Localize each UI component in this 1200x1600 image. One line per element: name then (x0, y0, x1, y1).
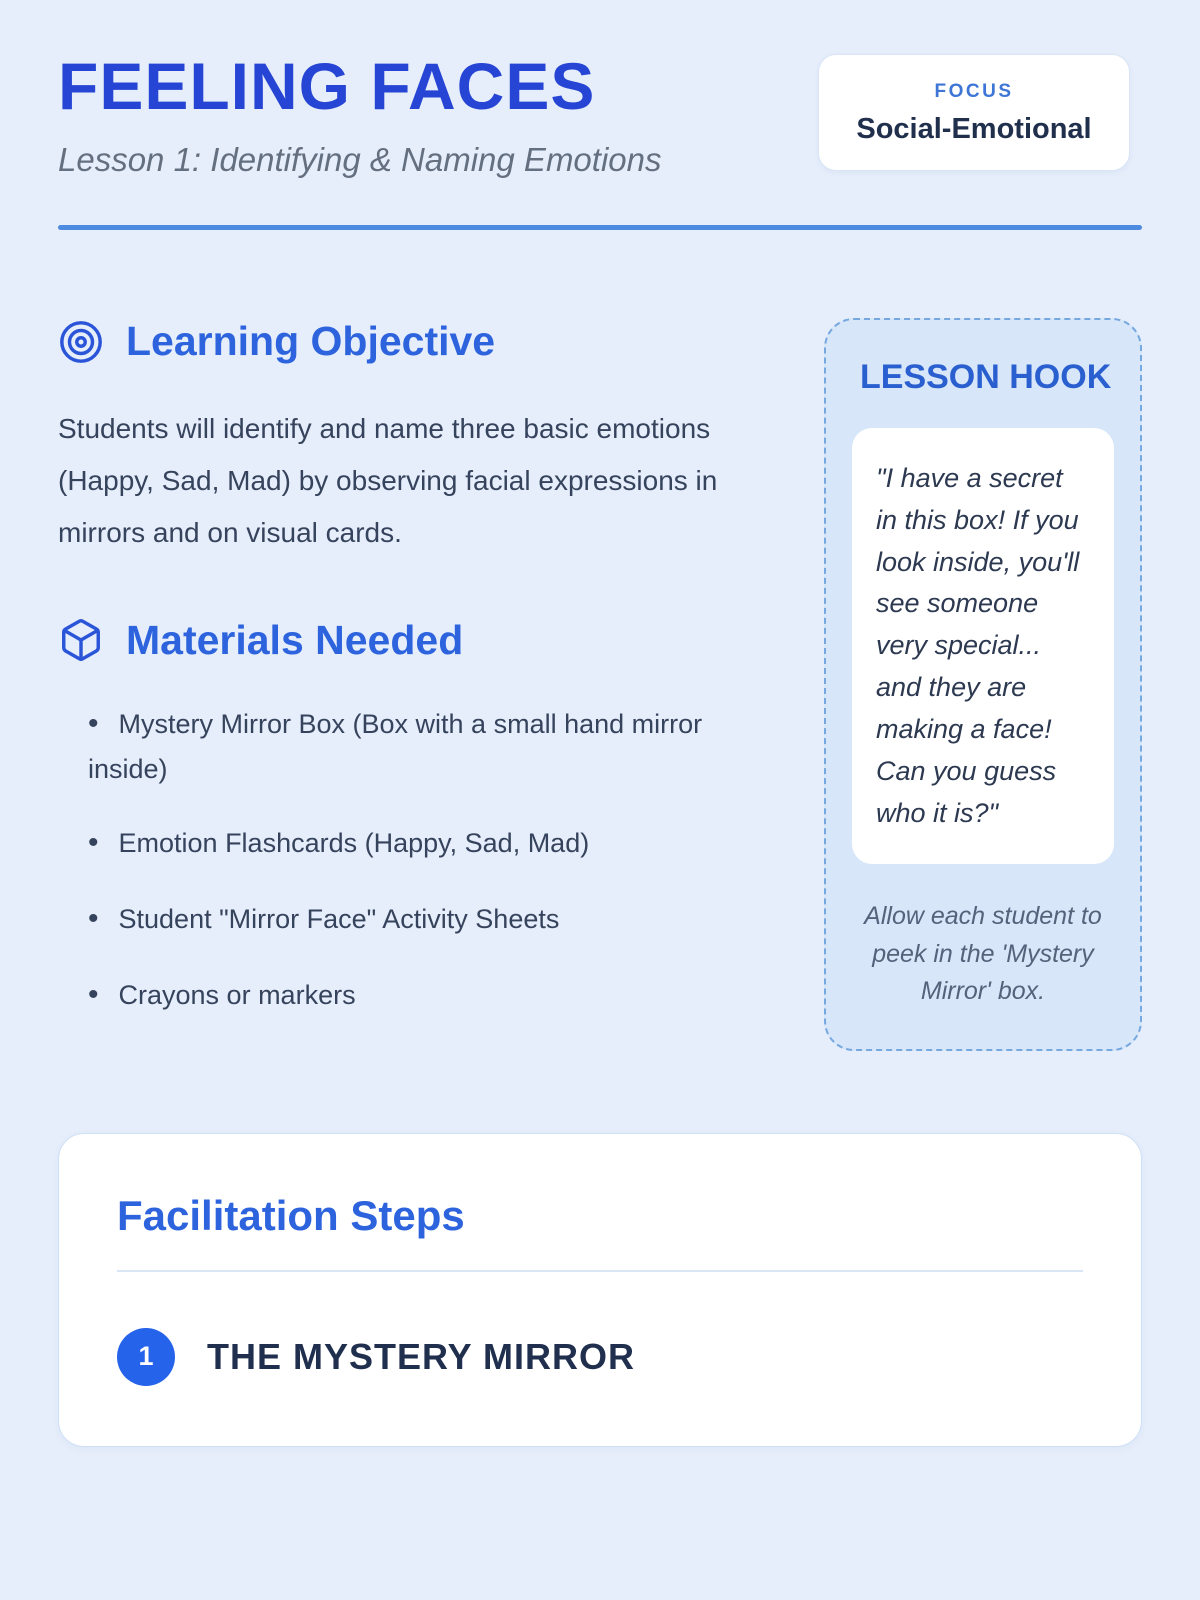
list-item: • Emotion Flashcards (Happy, Sad, Mad) (88, 819, 718, 867)
main-content (58, 318, 1142, 1051)
lesson-hook-note: Allow each student to peek in the 'Mystery Mirror' box. (864, 902, 1102, 1006)
list-item: • Student "Mirror Face" Activity Sheets (88, 895, 718, 943)
page-subtitle: Lesson 1: Identifying & Naming Emotions (58, 141, 662, 179)
learning-objective-heading (58, 318, 774, 365)
lesson-hook-card (824, 318, 1142, 1051)
list-item: • Crayons or markers (88, 971, 718, 1019)
learning-objective-section (58, 318, 774, 558)
focus-value: Social-Emotional (856, 113, 1092, 145)
facilitation-steps-card (58, 1133, 1142, 1447)
materials-heading-label: Materials Needed (126, 616, 464, 663)
list-item: • Mystery Mirror Box (Box with a small hand mirror inside) (88, 700, 718, 791)
header-divider (58, 225, 1142, 230)
focus-label: FOCUS (934, 81, 1014, 102)
facilitation-steps-heading: Facilitation Steps (117, 1191, 465, 1239)
step-title: THE MYSTERY MIRROR (207, 1335, 636, 1377)
learning-objective-text: Students will identify and name three basic emotions (Happy, Sad, Mad) by observing facial expressions in mirrors and on visual cards. (58, 413, 718, 548)
materials-list (58, 700, 718, 1019)
target-icon (58, 319, 104, 365)
materials-heading (58, 617, 774, 664)
left-column (58, 318, 774, 1047)
focus-badge (818, 54, 1130, 171)
page-title: FEELING FACES (58, 49, 596, 123)
materials-section (58, 617, 774, 1019)
facilitation-step-1 (117, 1328, 1083, 1386)
lesson-hook-quote: "I have a secret in this box! If you look inside, you'll see someone very special... and they are making a face! Can you guess who it is?" (852, 428, 1114, 865)
box-icon (58, 617, 104, 663)
step-number-badge: 1 (117, 1328, 175, 1386)
learning-objective-heading-label: Learning Objective (126, 318, 496, 365)
facilitation-divider (117, 1270, 1083, 1272)
lesson-hook-heading: LESSON HOOK (860, 358, 1112, 397)
header (58, 49, 1142, 230)
